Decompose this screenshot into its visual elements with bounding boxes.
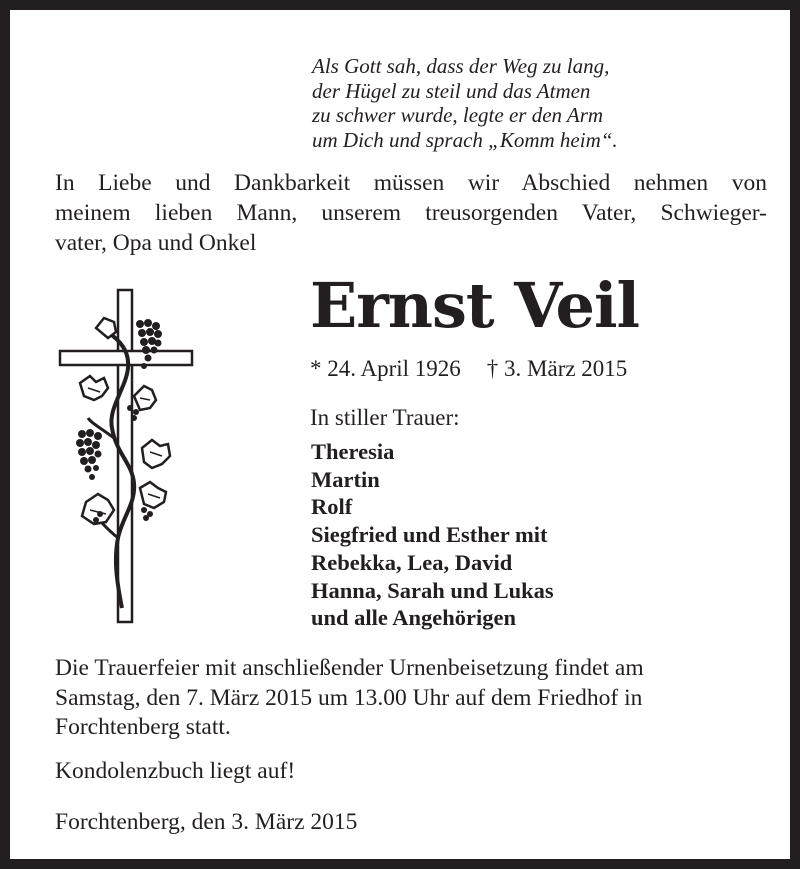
mourner-name: Siegfried und Esther mit <box>311 522 548 548</box>
place-and-date: Forchtenberg, den 3. März 2015 <box>55 809 358 835</box>
mourners-label: In stiller Trauer: <box>310 405 460 430</box>
poem-verse <box>312 54 618 152</box>
life-dates <box>310 355 627 383</box>
mourner-name: Theresia <box>311 439 395 464</box>
death-date: † 3. März 2015 <box>486 356 628 381</box>
intro-line: In Liebe und Dankbarkeit müssen wir Abschied nehmen von <box>55 170 767 196</box>
mourner-name: Rolf <box>311 494 353 520</box>
ceremony-paragraph <box>55 654 644 743</box>
mourner-name: und alle Angehörigen <box>311 605 517 631</box>
condolence-note: Kondolenzbuch liegt auf! <box>55 758 296 784</box>
poem-line: Als Gott sah, dass der Weg zu lang, <box>312 54 610 78</box>
poem-line: um Dich und sprach „Komm heim“. <box>312 127 618 152</box>
mourners-list <box>311 438 554 632</box>
mourner-name: Hanna, Sarah und Lukas <box>311 577 554 603</box>
mourner-name: Rebekka, Lea, David <box>311 549 513 575</box>
ceremony-line: Forchtenberg statt. <box>55 714 231 740</box>
ceremony-line: Die Trauerfeier mit anschließender Urnenbeisetzung findet am <box>55 655 644 681</box>
intro-line: meinem lieben Mann, unserem treusorgenden Vater, Schwieger- <box>55 200 767 226</box>
ceremony-line: Samstag, den 7. März 2015 um 13.00 Uhr auf dem Friedhof in <box>55 684 643 711</box>
mourner-name: Martin <box>311 466 380 492</box>
poem-line: der Hügel zu steil und das Atmen <box>312 78 591 103</box>
intro-line: vater, Opa und Onkel <box>55 230 257 256</box>
cross-with-grapevine-icon <box>56 288 196 624</box>
deceased-name: Ernst Veil <box>310 269 640 342</box>
birth-date: * 24. April 1926 <box>310 356 461 381</box>
poem-line: zu schwer wurde, legte er den Arm <box>312 103 604 127</box>
intro-paragraph <box>55 168 767 258</box>
